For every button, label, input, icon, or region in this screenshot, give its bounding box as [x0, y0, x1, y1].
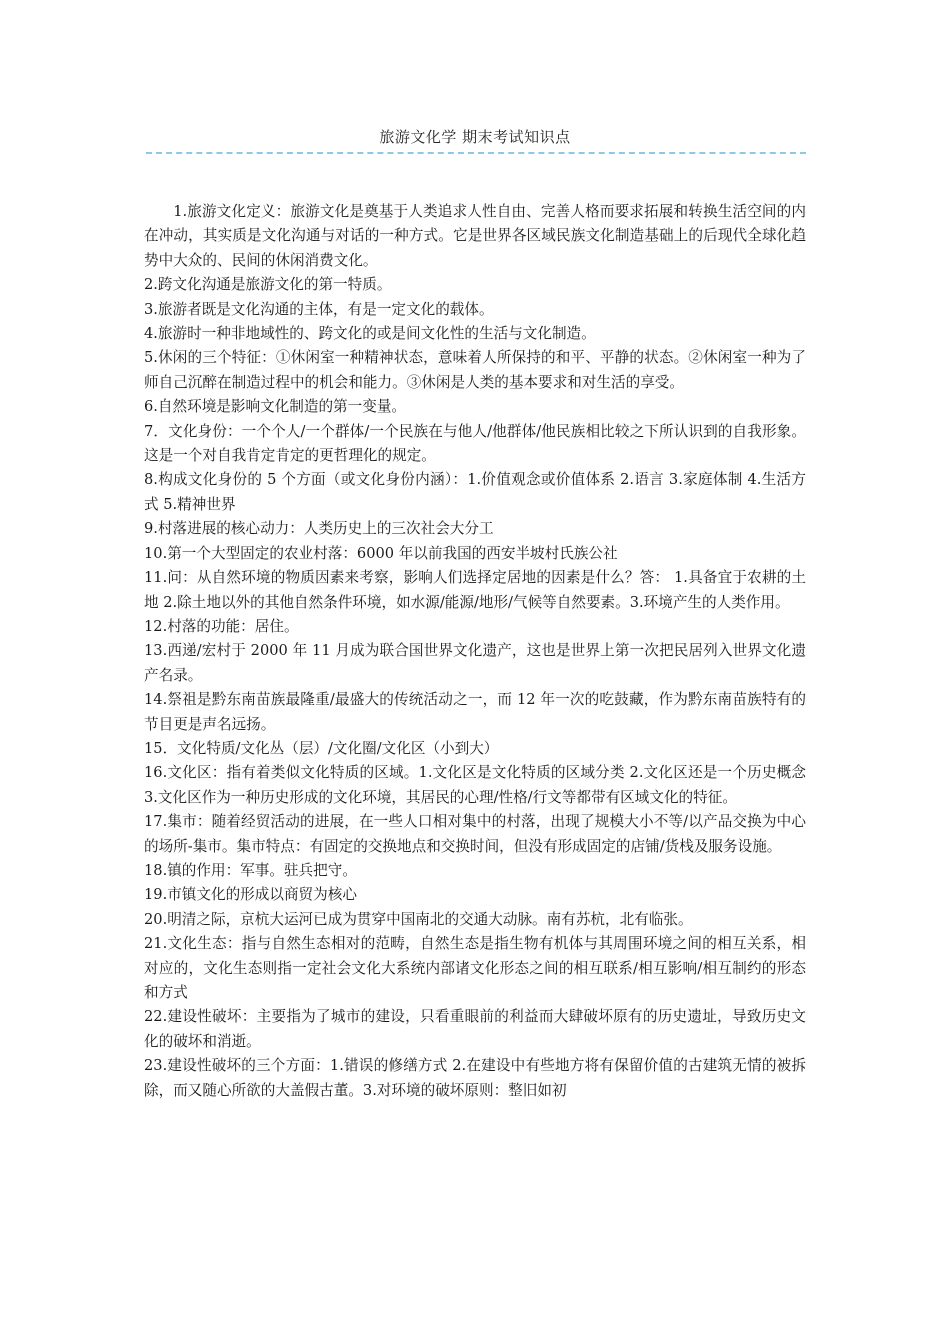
- paragraph-1: 1.旅游文化定义：旅游文化是奠基于人类追求人性自由、完善人格而要求拓展和转换生活空间的内在冲动，其实质是文化沟通与对话的一种方式。它是世界各区域民族文化制造基础上的后现代全球化趋势中大众的、民间的休闲消费文化。: [144, 203, 806, 269]
- paragraph-22: 22.建设性破坏：主要指为了城市的建设，只看重眼前的利益而大肆破坏原有的历史遗址，导致历史文化的破坏和消逝。: [144, 1008, 806, 1050]
- paragraph-18: 18.镇的作用：军事。驻兵把守。: [144, 861, 357, 879]
- paragraph-21: 21.文化生态：指与自然生态相对的范畴，自然生态是指生物有机体与其周围环境之间的相互关系，相对应的，文化生态则指一定社会文化大系统内部诸文化形态之间的相互联系/相互影响/相互制约的形态和方式: [144, 935, 806, 1001]
- paragraph-13: 13.西递/宏村于 2000 年 11 月成为联合国世界文化遗产，这也是世界上第一次把民居列入世界文化遗产名录。: [144, 642, 806, 684]
- paragraph-9: 9.村落进展的核心动力：人类历史上的三次社会大分工: [144, 520, 494, 538]
- paragraph-8: 8.构成文化身份的 5 个方面（或文化身份内涵）：1.价值观念或价值体系 2.语言 3.家庭体制 4.生活方式 5.精神世界: [144, 471, 806, 513]
- paragraph-23: 23.建设性破坏的三个方面：1.错误的修缮方式 2.在建设中有些地方将有保留价值的古建筑无情的被拆除，而又随心所欲的大盖假古董。3.对环境的破坏原则：整旧如初: [144, 1057, 806, 1099]
- paragraph-11: 11.问：从自然环境的物质因素来考察，影响人们选择定居地的因素是什么？答： 1.具备宜于农耕的土地 2.除土地以外的其他自然条件环境，如水源/能源/地形/气候等自然要素。3.环境产生的人类作用。: [144, 569, 806, 611]
- document-title: 旅游文化学 期末考试知识点: [379, 128, 571, 146]
- paragraph-19: 19.市镇文化的形成以商贸为核心: [144, 886, 357, 904]
- paragraph-10: 10.第一个大型固定的农业村落：6000 年以前我国的西安半坡村氏族公社: [144, 544, 618, 562]
- paragraph-7: 7．文化身份：一个个人/一个群体/一个民族在与他人/他群体/他民族相比较之下所认识到的自我形象。这是一个对自我肯定肯定的更哲理化的规定。: [144, 422, 806, 465]
- paragraph-15: 15．文化特质/文化丛（层）/文化圈/文化区（小到大）: [144, 739, 499, 757]
- paragraph-5: 5.休闲的三个特征：①休闲室一种精神状态，意味着人所保持的和平、平静的状态。②休闲室一种为了师自己沉醉在制造过程中的机会和能力。③休闲是人类的基本要求和对生活的享受。: [144, 349, 806, 391]
- paragraph-4: 4.旅游时一种非地域性的、跨文化的或是间文化性的生活与文化制造。: [144, 325, 596, 343]
- paragraph-6: 6.自然环境是影响文化制造的第一变量。: [144, 398, 407, 416]
- paragraph-16: 16.文化区：指有着类似文化特质的区域。1.文化区是文化特质的区域分类 2.文化区还是一个历史概念 3.文化区作为一种历史形成的文化环境，其居民的心理/性格/行文等都带有区域文化的特征。: [144, 764, 806, 806]
- header-divider: [146, 152, 806, 154]
- paragraph-17: 17.集市：随着经贸活动的进展，在一些人口相对集中的村落，出现了规模大小不等/以产品交换为中心的场所-集市。集市特点：有固定的交换地点和交换时间，但没有形成固定的店铺/货栈及服务设施。: [144, 813, 806, 855]
- paragraph-14: 14.祭祖是黔东南苗族最隆重/最盛大的传统活动之一，而 12 年一次的吃鼓藏，作为黔东南苗族特有的节目更是声名远扬。: [144, 691, 806, 733]
- paragraph-20: 20.明清之际，京杭大运河已成为贯穿中国南北的交通大动脉。南有苏杭，北有临张。: [144, 910, 693, 928]
- paragraph-12: 12.村落的功能：居住。: [144, 617, 299, 635]
- document-body: [144, 200, 806, 1103]
- paragraph-2: 2.跨文化沟通是旅游文化的第一特质。: [144, 276, 392, 294]
- paragraph-3: 3.旅游者既是文化沟通的主体，有是一定文化的载体。: [144, 300, 494, 318]
